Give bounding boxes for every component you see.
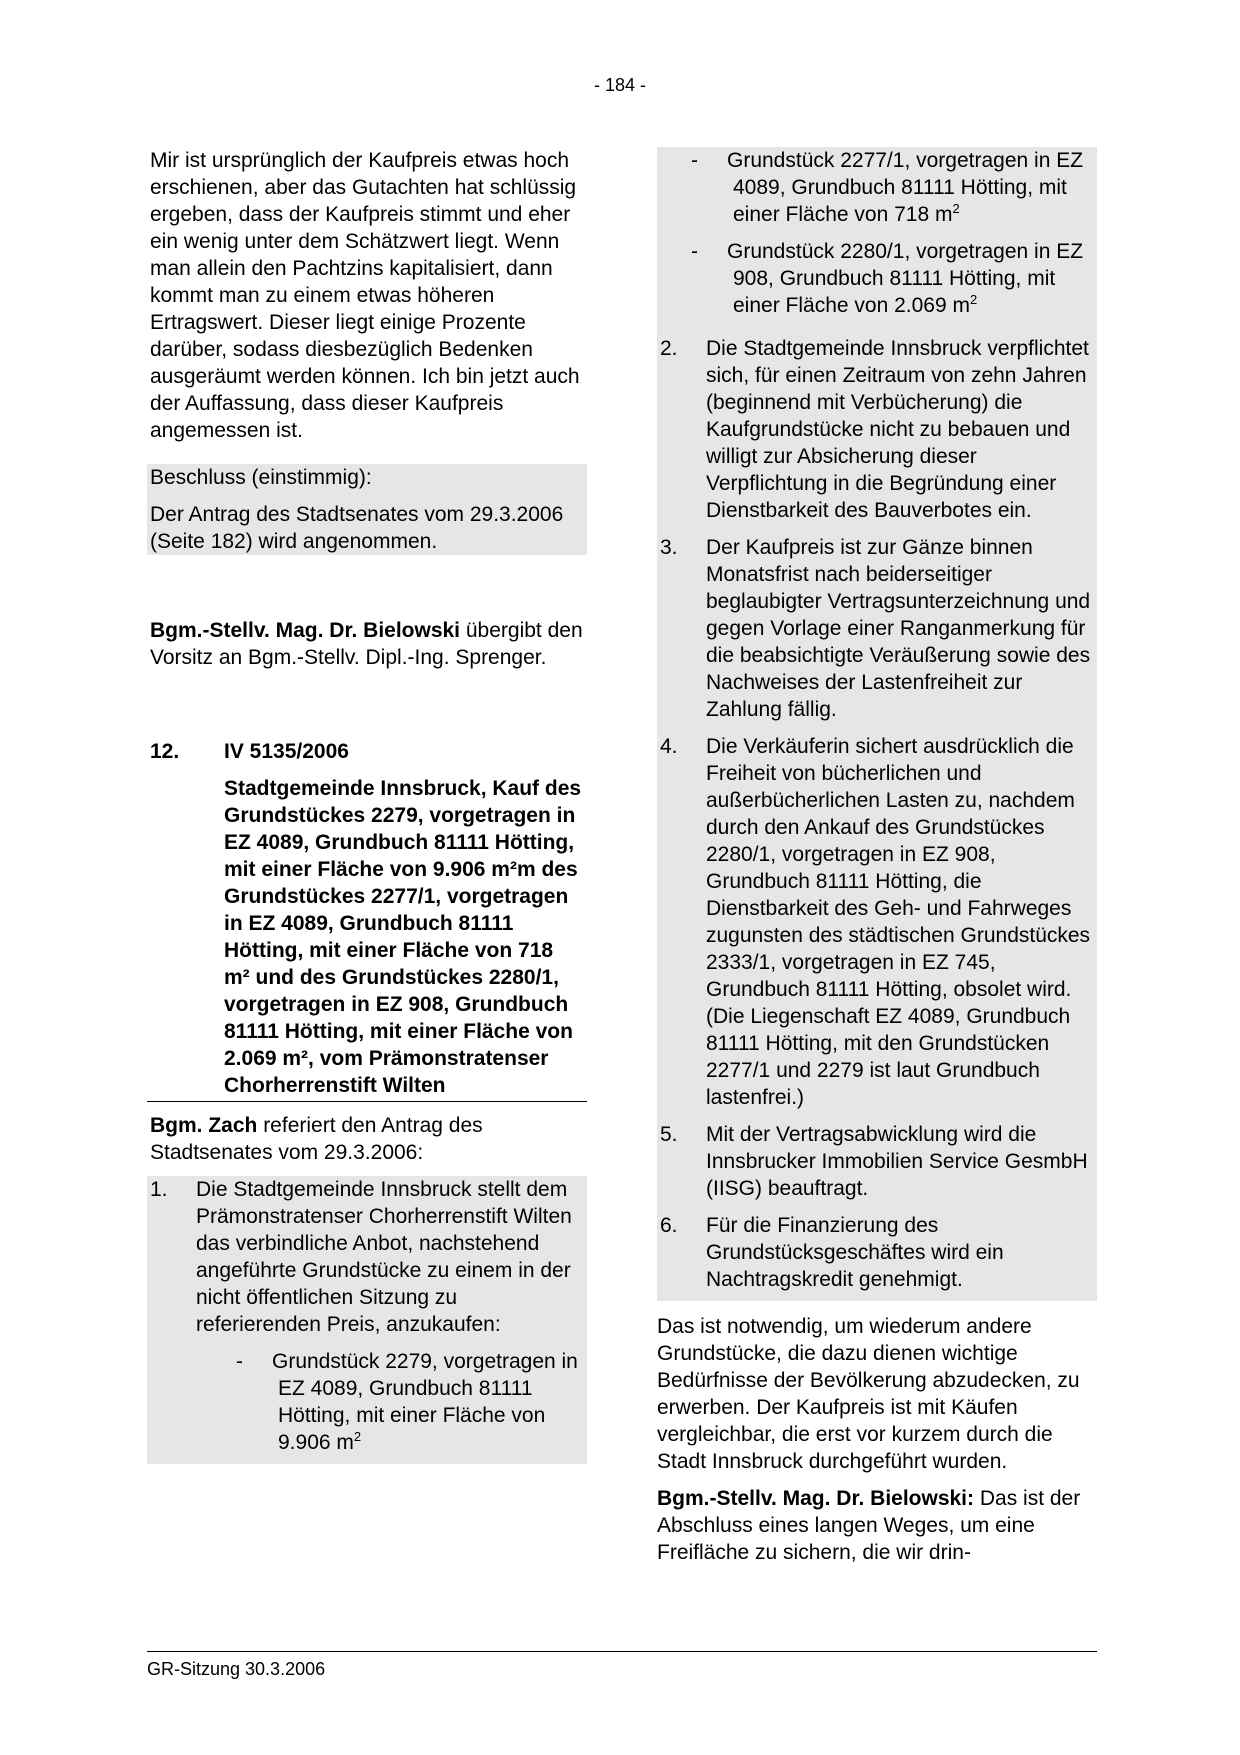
parcel-text: Grundstück 2280/1, vorgetragen in EZ 908, Grundbuch 81111 Hötting, mit einer Fläche von 2.069 m	[727, 240, 1084, 317]
parcel-dash: -	[691, 149, 698, 172]
motion-item	[660, 733, 1094, 1111]
report-text: referiert den Antrag des Stadtsenates vom 29.3.2006:	[150, 1114, 483, 1164]
left-column	[147, 147, 587, 1464]
right-column	[657, 147, 1097, 1566]
parcel-item	[691, 238, 1094, 319]
motion-item	[660, 335, 1094, 524]
agenda-title: Stadtgemeinde Innsbruck, Kauf des Grundstückes 2279, vorgetragen in EZ 4089, Grundbuch 81111 Hötting, mit einer Fläche von 9.906 m²m des Grundstückes 2277/1, vorgetragen in EZ 4089, Grundbuch 81111 Hötting, mit einer Fläche von 718 m² und des Grundstückes 2280/1, vorgetragen in EZ 908, Grundbuch 81111 Hötting, mit einer Fläche von 2.069 m², vom Prämonstratenser Chorherrenstift Wilten	[224, 777, 582, 1097]
parcel-item	[236, 1348, 584, 1456]
footer-text: GR-Sitzung 30.3.2006	[147, 1659, 326, 1679]
motion-item-number: 5.	[660, 1123, 678, 1146]
parcel-dash: -	[236, 1350, 243, 1373]
resolution-block	[147, 464, 587, 555]
motion-item-number: 1.	[150, 1178, 168, 1201]
motion-item	[660, 534, 1094, 723]
parcel-superscript: 2	[969, 292, 978, 307]
resolution-label: Beschluss (einstimmig):	[150, 466, 372, 489]
agenda-number: 12.	[150, 740, 180, 763]
agenda-item	[147, 738, 587, 1102]
motion-list-part2	[657, 325, 1097, 1301]
motion-item-text: Der Kaufpreis ist zur Gänze binnen Monatsfrist nach beiderseitiger beglaubigter Vertragsunterzeichnung und gegen Vorlage einer Ranganmerkung für die beabsichtigte Veräußerung sowie des Nachweises der Lastenfreiheit zur Zahlung fällig.	[706, 536, 1091, 721]
motion-item-number: 4.	[660, 735, 678, 758]
closing-speaker-text: Das ist der Abschluss eines langen Weges, um eine Freifläche zu sichern, die wir drin-	[657, 1487, 1081, 1564]
closing-block	[657, 1313, 1097, 1566]
motion-list-part1	[147, 1176, 587, 1464]
parcel-dash: -	[691, 240, 698, 263]
motion-item	[660, 1212, 1094, 1293]
motion-item-text: Die Verkäuferin sichert ausdrücklich die Freiheit von bücherlichen und außerbücherlichen Lasten zu, nachdem durch den Ankauf des Grundstückes 2280/1, vorgetragen in EZ 908, Grundbuch 81111 Hötting, die Dienstbarkeit des Geh- und Fahrweges zugunsten des städtischen Grundstückes 2333/1, vorgetragen in EZ 745, Grundbuch 81111 Hötting, obsolet wird. (Die Liegenschaft EZ 4089, Grundbuch 81111 Hötting, mit den Grundstücken 2277/1 und 2279 ist laut Grundbuch lastenfrei.)	[706, 735, 1091, 1109]
parcel-item	[691, 147, 1094, 228]
motion-item-text: Die Stadtgemeinde Innsbruck verpflichtet sich, für einen Zeitraum von zehn Jahren (beginnend mit Verbücherung) die Kaufgrundstücke nicht zu bebauen und willigt zur Absicherung dieser Verpflichtung in die Begründung einer Dienstbarkeit des Bauverbotes ein.	[706, 337, 1089, 522]
closing-paragraph: Das ist notwendig, um wiederum andere Grundstücke, die dazu dienen wichtige Bedürfnisse der Bevölkerung abzudecken, zu erwerben. Der Kaufpreis ist mit Käufen vergleichbar, die erst vor kurzem durch die Stadt Innsbruck durchgeführt wurden.	[657, 1315, 1080, 1473]
motion-item	[660, 1121, 1094, 1202]
motion-item-number: 2.	[660, 337, 678, 360]
motion-item	[150, 1176, 584, 1456]
parcel-text: Grundstück 2277/1, vorgetragen in EZ 4089, Grundbuch 81111 Hötting, mit einer Fläche von 718 m	[727, 149, 1084, 226]
motion-item-text: Für die Finanzierung des Grundstücksgeschäftes wird ein Nachtragskredit genehmigt.	[706, 1214, 1004, 1291]
report-speaker: Bgm. Zach	[150, 1114, 258, 1137]
motion-item-text: Die Stadtgemeinde Innsbruck stellt dem Prämonstratenser Chorherrenstift Wilten das verbindliche Anbot, nachstehend angeführte Grundstücke zu einem in der nicht öffentlichen Sitzung zu referierenden Preis, anzukaufen:	[196, 1178, 572, 1336]
parcel-superscript: 2	[952, 201, 960, 216]
page-number: - 184 -	[593, 75, 647, 95]
motion-item-number: 6.	[660, 1214, 678, 1237]
agenda-code: IV 5135/2006	[224, 740, 349, 763]
closing-speaker: Bgm.-Stellv. Mag. Dr. Bielowski:	[657, 1487, 975, 1510]
parcel-superscript: 2	[353, 1429, 362, 1444]
report-paragraph	[147, 1112, 587, 1166]
handover-text: übergibt den Vorsitz an Bgm.-Stellv. Dipl.-Ing. Sprenger.	[150, 619, 583, 669]
motion-item-text: Mit der Vertragsabwicklung wird die Innsbrucker Immobilien Service GesmbH (IISG) beauftragt.	[706, 1123, 1088, 1200]
handover-paragraph	[147, 617, 587, 671]
parcel-list-continued	[657, 147, 1097, 325]
closing-statement	[657, 1485, 1097, 1566]
footer-divider	[147, 1651, 1097, 1652]
intro-paragraph: Mir ist ursprünglich der Kaufpreis etwas hoch erschienen, aber das Gutachten hat schlüssig ergeben, dass der Kaufpreis stimmt und eher ein wenig unter dem Schätzwert liegt. Wenn man allein den Pachtzins kapitalisiert, dann kommt man zu einem etwas höheren Ertragswert. Dieser liegt einige Prozente darüber, sodass diesbezüglich Bedenken ausgeräumt werden können. Ich bin jetzt auch der Auffassung, dass dieser Kaufpreis angemessen ist.	[150, 149, 580, 442]
handover-speaker: Bgm.-Stellv. Mag. Dr. Bielowski	[150, 619, 461, 642]
parcel-text: Grundstück 2279, vorgetragen in EZ 4089, Grundbuch 81111 Hötting, mit einer Fläche von 9.906 m	[272, 1350, 578, 1454]
resolution-text: Der Antrag des Stadtsenates vom 29.3.2006 (Seite 182) wird angenommen.	[150, 503, 564, 553]
motion-item-number: 3.	[660, 536, 678, 559]
